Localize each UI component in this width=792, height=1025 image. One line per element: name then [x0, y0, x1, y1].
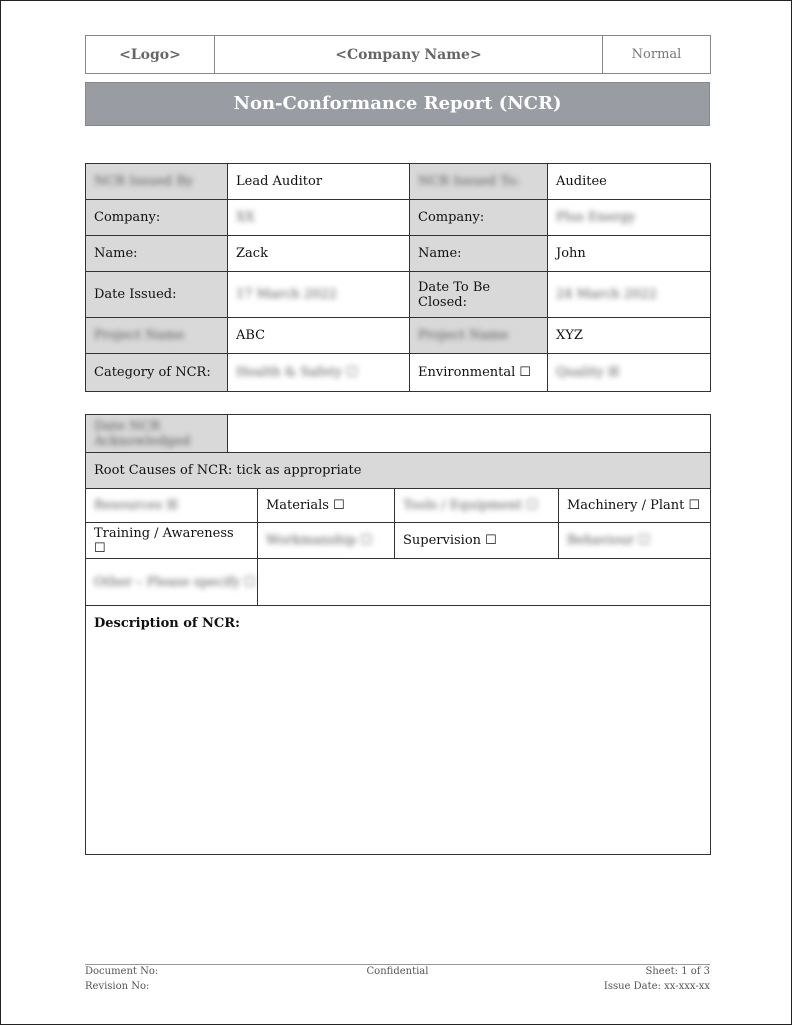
issue-date: Issue Date: xx-xxx-xx [603, 981, 710, 992]
sheet-number: Sheet: 1 of 3 [645, 966, 710, 977]
issued-by-value: Lead Auditor [228, 164, 410, 200]
company-label-recipient: Company: [410, 200, 548, 236]
category-quality[interactable]: Quality ☒ [548, 354, 711, 392]
company-value-issuer: XX [228, 200, 410, 236]
issued-by-label: NCR Issued By [86, 164, 228, 200]
date-closed-value: 24 March 2022 [548, 272, 711, 318]
description-label: Description of NCR: [94, 616, 240, 631]
cause-machinery-plant[interactable]: Machinery / Plant ☐ [559, 489, 711, 523]
ncr-info-table [85, 163, 711, 392]
name-label-recipient: Name: [410, 236, 548, 272]
cause-behaviour[interactable]: Behaviour ☐ [559, 523, 711, 559]
header-table [85, 35, 711, 74]
page-title: Non-Conformance Report (NCR) [85, 82, 710, 126]
document-no: Document No: [85, 966, 159, 977]
project-label-recipient: Project Name [410, 318, 548, 354]
cause-training-awareness[interactable]: Training / Awareness ☐ [86, 523, 258, 559]
page-footer [85, 964, 710, 996]
cause-resources[interactable]: Resources ☒ [86, 489, 258, 523]
revision-no: Revision No: [85, 981, 150, 992]
project-label-issuer: Project Name [86, 318, 228, 354]
issued-to-value: Auditee [548, 164, 711, 200]
name-label-issuer: Name: [86, 236, 228, 272]
date-issued-value: 17 March 2022 [228, 272, 410, 318]
cause-other-value[interactable] [258, 559, 711, 606]
root-cause-table [85, 414, 711, 855]
company-name: <Company Name> [215, 36, 603, 74]
acknowledged-value[interactable] [228, 415, 711, 453]
name-value-issuer: Zack [228, 236, 410, 272]
status-label: Normal [603, 36, 711, 74]
acknowledged-label: Date NCR Acknowledged [86, 415, 228, 453]
cause-other-label[interactable]: Other – Please specify ☐ [86, 559, 258, 606]
cause-tools-equipment[interactable]: Tools / Equipment ☐ [395, 489, 559, 523]
company-label-issuer: Company: [86, 200, 228, 236]
project-value-recipient: XYZ [548, 318, 711, 354]
category-health-safety[interactable]: Health & Safety ☐ [228, 354, 410, 392]
logo-placeholder: <Logo> [86, 36, 215, 74]
cause-supervision[interactable]: Supervision ☐ [395, 523, 559, 559]
category-label: Category of NCR: [86, 354, 228, 392]
date-issued-label: Date Issued: [86, 272, 228, 318]
confidential-label: Confidential [366, 966, 429, 977]
date-closed-label: Date To Be Closed: [410, 272, 548, 318]
project-value-issuer: ABC [228, 318, 410, 354]
description-box[interactable] [86, 606, 711, 855]
root-cause-heading: Root Causes of NCR: tick as appropriate [86, 453, 711, 489]
issued-to-label: NCR Issued To: [410, 164, 548, 200]
cause-materials[interactable]: Materials ☐ [258, 489, 395, 523]
cause-workmanship[interactable]: Workmanship ☐ [258, 523, 395, 559]
name-value-recipient: John [548, 236, 711, 272]
company-value-recipient: Plus Energy [548, 200, 711, 236]
category-environmental[interactable]: Environmental ☐ [410, 354, 548, 392]
